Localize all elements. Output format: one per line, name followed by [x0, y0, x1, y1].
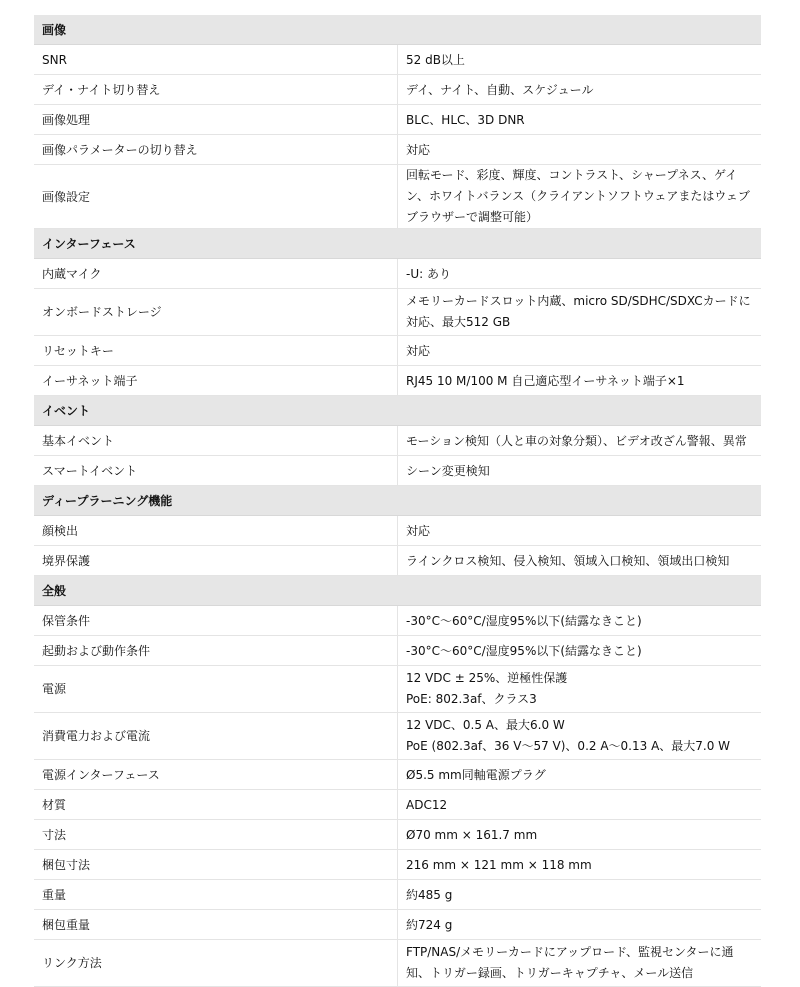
spec-label: 寸法	[34, 820, 398, 850]
section-header-row	[34, 576, 761, 606]
spec-value-line: PoE (802.3af、36 V～57 V)、0.2 A～0.13 A、最大7.0 W	[406, 739, 731, 753]
spec-value: -30°C～60°C/湿度95%以下(結露なきこと)	[398, 606, 762, 636]
spec-value: 約485 g	[398, 880, 762, 910]
spec-row	[34, 606, 761, 636]
section-title: 全般	[34, 576, 761, 606]
spec-row	[34, 289, 761, 336]
spec-label: 画像パラメーターの切り替え	[34, 135, 398, 165]
spec-value: FTP/NAS/メモリーカードにアップロード、監視センターに通知、トリガー録画、トリガーキャプチャ、メール送信	[398, 940, 762, 987]
spec-label: 基本イベント	[34, 426, 398, 456]
spec-label: スマートイベント	[34, 456, 398, 486]
spec-row	[34, 790, 761, 820]
spec-row	[34, 75, 761, 105]
spec-label: 画像設定	[34, 165, 398, 229]
spec-row	[34, 880, 761, 910]
spec-value: -30°C～60°C/湿度95%以下(結露なきこと)	[398, 636, 762, 666]
spec-value: 約724 g	[398, 910, 762, 940]
spec-value: ラインクロス検知、侵入検知、領域入口検知、領域出口検知	[398, 546, 762, 576]
section-header-row	[34, 229, 761, 259]
spec-row	[34, 910, 761, 940]
spec-value: デイ、ナイト、自動、スケジュール	[398, 75, 762, 105]
spec-row	[34, 666, 761, 713]
spec-value-line: 12 VDC ± 25%、逆極性保護	[406, 671, 568, 685]
spec-row	[34, 336, 761, 366]
spec-table	[34, 15, 761, 987]
spec-row	[34, 45, 761, 75]
spec-label: 起動および動作条件	[34, 636, 398, 666]
spec-row	[34, 259, 761, 289]
spec-label: 保管条件	[34, 606, 398, 636]
section-title: 画像	[34, 15, 761, 45]
spec-row	[34, 456, 761, 486]
spec-value: 216 mm × 121 mm × 118 mm	[398, 850, 762, 880]
spec-label: 電源インターフェース	[34, 760, 398, 790]
spec-row	[34, 940, 761, 987]
spec-label: オンボードストレージ	[34, 289, 398, 336]
section-title: イベント	[34, 396, 761, 426]
spec-label: 内蔵マイク	[34, 259, 398, 289]
spec-value: ADC12	[398, 790, 762, 820]
spec-label: 梱包寸法	[34, 850, 398, 880]
spec-value: 回転モード、彩度、輝度、コントラスト、シャープネス、ゲイン、ホワイトバランス（クライアントソフトウェアまたはウェブブラウザーで調整可能）	[398, 165, 762, 229]
spec-row	[34, 426, 761, 456]
spec-value: メモリーカードスロット内蔵、micro SD/SDHC/SDXCカードに対応、最大512 GB	[398, 289, 762, 336]
spec-label: 重量	[34, 880, 398, 910]
spec-label: デイ・ナイト切り替え	[34, 75, 398, 105]
spec-label: SNR	[34, 45, 398, 75]
spec-row	[34, 516, 761, 546]
spec-row	[34, 760, 761, 790]
spec-value: 対応	[398, 336, 762, 366]
spec-value: RJ45 10 M/100 M 自己適応型イーサネット端子×1	[398, 366, 762, 396]
spec-row	[34, 850, 761, 880]
spec-value: 対応	[398, 135, 762, 165]
section-header-row	[34, 15, 761, 45]
spec-row	[34, 713, 761, 760]
spec-label: 電源	[34, 666, 398, 713]
spec-label: 梱包重量	[34, 910, 398, 940]
spec-row	[34, 135, 761, 165]
spec-value: モーション検知（人と車の対象分類）、ビデオ改ざん警報、異常	[398, 426, 762, 456]
section-title: インターフェース	[34, 229, 761, 259]
spec-value: BLC、HLC、3D DNR	[398, 105, 762, 135]
spec-label: 画像処理	[34, 105, 398, 135]
spec-row	[34, 165, 761, 229]
spec-value-line: PoE: 802.3af、クラス3	[406, 692, 537, 706]
spec-label: リンク方法	[34, 940, 398, 987]
spec-label: リセットキー	[34, 336, 398, 366]
spec-row	[34, 820, 761, 850]
spec-label: イーサネット端子	[34, 366, 398, 396]
spec-value: Ø70 mm × 161.7 mm	[398, 820, 762, 850]
spec-value	[398, 666, 762, 713]
spec-value	[398, 713, 762, 760]
spec-value: 52 dB以上	[398, 45, 762, 75]
section-title: ディープラーニング機能	[34, 486, 761, 516]
spec-value: 対応	[398, 516, 762, 546]
spec-value: Ø5.5 mm同軸電源プラグ	[398, 760, 762, 790]
spec-value-line: 12 VDC、0.5 A、最大6.0 W	[406, 718, 565, 732]
spec-row	[34, 546, 761, 576]
spec-value: -U: あり	[398, 259, 762, 289]
spec-label: 境界保護	[34, 546, 398, 576]
section-header-row	[34, 396, 761, 426]
spec-value: シーン変更検知	[398, 456, 762, 486]
spec-label: 材質	[34, 790, 398, 820]
spec-row	[34, 105, 761, 135]
section-header-row	[34, 486, 761, 516]
spec-row	[34, 366, 761, 396]
spec-label: 消費電力および電流	[34, 713, 398, 760]
spec-label: 顔検出	[34, 516, 398, 546]
spec-row	[34, 636, 761, 666]
